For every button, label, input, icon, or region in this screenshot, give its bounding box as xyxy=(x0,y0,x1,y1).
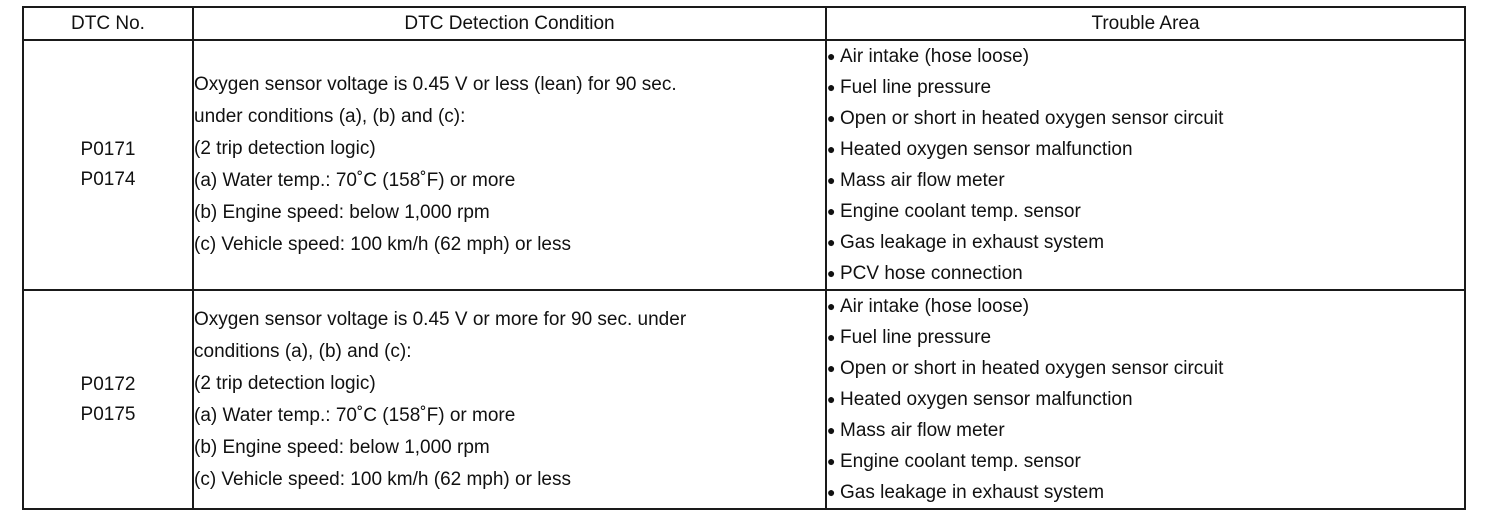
list-item xyxy=(827,322,1464,353)
bullet-icon: ● xyxy=(827,79,836,95)
list-item xyxy=(827,477,1464,508)
bullet-icon: ● xyxy=(827,203,836,219)
condition-line: (a) Water temp.: 70˚C (158˚F) or more xyxy=(194,404,516,426)
table-row xyxy=(23,290,1465,509)
bullet-icon: ● xyxy=(827,234,836,250)
bullet-icon: ● xyxy=(827,360,836,376)
trouble-area-text: Heated oxygen sensor malfunction xyxy=(840,139,1133,160)
trouble-area-text: Mass air flow meter xyxy=(840,170,1005,191)
dtc-code: P0174 xyxy=(80,169,136,190)
bullet-icon: ● xyxy=(827,48,836,64)
condition-line: (2 trip detection logic) xyxy=(194,138,376,159)
bullet-icon: ● xyxy=(827,484,836,500)
list-item xyxy=(827,353,1464,384)
dtc-code: P0175 xyxy=(80,403,136,425)
list-item xyxy=(827,196,1464,227)
trouble-area-text: Open or short in heated oxygen sensor circuit xyxy=(840,108,1224,129)
trouble-area-text: Air intake (hose loose) xyxy=(840,46,1030,67)
trouble-area-list xyxy=(827,41,1464,289)
trouble-area-text: Fuel line pressure xyxy=(840,77,992,98)
trouble-area-text: PCV hose connection xyxy=(840,263,1023,284)
dtc-code: P0171 xyxy=(80,139,136,160)
condition-line: Oxygen sensor voltage is 0.45 V or more for 90 sec. under xyxy=(194,308,687,330)
list-item xyxy=(827,415,1464,446)
dtc-code-cell xyxy=(23,290,193,509)
trouble-area-text: Engine coolant temp. sensor xyxy=(840,451,1081,472)
list-item xyxy=(827,41,1464,72)
trouble-area-text: Heated oxygen sensor malfunction xyxy=(840,389,1133,410)
condition-line: conditions (a), (b) and (c): xyxy=(194,340,412,362)
trouble-area-text: Air intake (hose loose) xyxy=(840,296,1030,317)
header-detection-condition: DTC Detection Condition xyxy=(193,7,826,40)
bullet-icon: ● xyxy=(827,391,836,407)
condition-line: (c) Vehicle speed: 100 km/h (62 mph) or less xyxy=(194,234,572,255)
condition-line: (b) Engine speed: below 1,000 rpm xyxy=(194,436,490,458)
trouble-area-text: Open or short in heated oxygen sensor circuit xyxy=(840,358,1224,379)
list-item xyxy=(827,446,1464,477)
list-item xyxy=(827,384,1464,415)
bullet-icon: ● xyxy=(827,141,836,157)
bullet-icon: ● xyxy=(827,298,836,314)
condition-line: (a) Water temp.: 70˚C (158˚F) or more xyxy=(194,170,516,191)
bullet-icon: ● xyxy=(827,172,836,188)
condition-line: under conditions (a), (b) and (c): xyxy=(194,106,466,127)
header-trouble-area: Trouble Area xyxy=(826,7,1465,40)
trouble-area-text: Mass air flow meter xyxy=(840,420,1005,441)
header-dtc-no: DTC No. xyxy=(23,7,193,40)
detection-condition-cell xyxy=(193,290,826,509)
condition-line: (b) Engine speed: below 1,000 rpm xyxy=(194,202,490,223)
condition-line: (c) Vehicle speed: 100 km/h (62 mph) or less xyxy=(194,468,572,490)
list-item xyxy=(827,291,1464,322)
list-item xyxy=(827,72,1464,103)
list-item xyxy=(827,134,1464,165)
header-row xyxy=(23,7,1465,40)
bullet-icon: ● xyxy=(827,422,836,438)
list-item xyxy=(827,103,1464,134)
bullet-icon: ● xyxy=(827,110,836,126)
bullet-icon: ● xyxy=(827,265,836,281)
trouble-area-text: Gas leakage in exhaust system xyxy=(840,232,1105,253)
list-item xyxy=(827,165,1464,196)
dtc-code-cell xyxy=(23,40,193,290)
trouble-area-cell xyxy=(826,290,1465,509)
trouble-area-list xyxy=(827,291,1464,508)
detection-condition-cell xyxy=(193,40,826,290)
trouble-area-text: Gas leakage in exhaust system xyxy=(840,482,1105,503)
bullet-icon: ● xyxy=(827,453,836,469)
trouble-area-text: Engine coolant temp. sensor xyxy=(840,201,1081,222)
list-item xyxy=(827,227,1464,258)
list-item xyxy=(827,258,1464,289)
dtc-table xyxy=(22,6,1466,510)
trouble-area-text: Fuel line pressure xyxy=(840,327,992,348)
condition-line: (2 trip detection logic) xyxy=(194,372,376,394)
condition-line: Oxygen sensor voltage is 0.45 V or less (lean) for 90 sec. xyxy=(194,74,677,95)
trouble-area-cell xyxy=(826,40,1465,290)
table-row xyxy=(23,40,1465,290)
dtc-code: P0172 xyxy=(80,373,136,395)
bullet-icon: ● xyxy=(827,329,836,345)
